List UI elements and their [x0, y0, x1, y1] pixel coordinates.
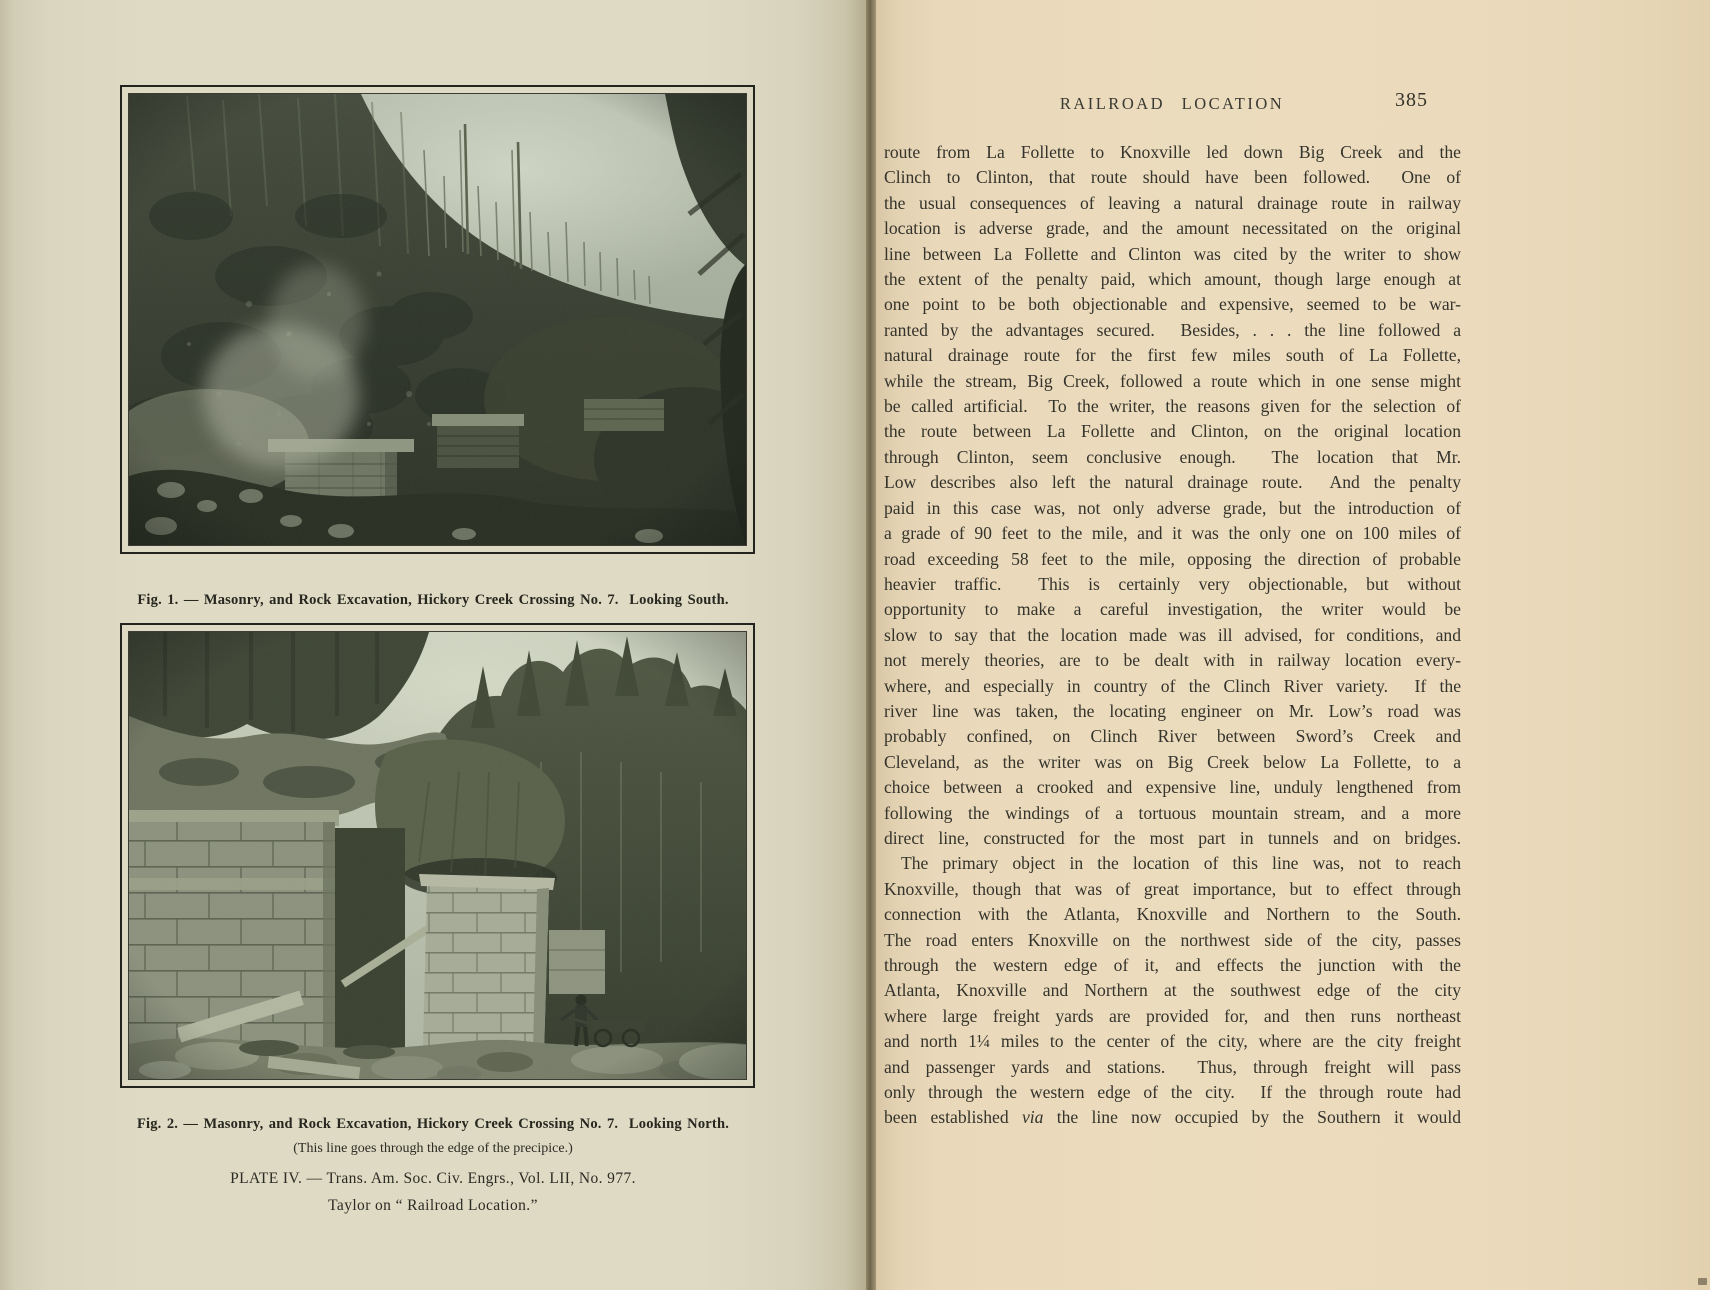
text-line-segment: the extent of the penalty paid, which amount, though large enough at [884, 269, 1461, 290]
figure-1-caption: Fig. 1. — Masonry, and Rock Excavation, Hickory Creek Crossing No. 7. Looking South. [137, 592, 729, 608]
text-line-segment: probably confined, on Clinch River between Sword’s Creek and [884, 726, 1461, 747]
text-line-segment: one point to be both objectionable and expensive, seemed to be war- [884, 294, 1461, 315]
text-line [884, 292, 1461, 317]
fig1-scene [128, 94, 747, 545]
fig2-scene [129, 632, 747, 1080]
fig1-grain [129, 94, 746, 545]
text-line [884, 826, 1461, 851]
body-text-column [884, 140, 1461, 1131]
text-line [884, 1080, 1461, 1105]
text-line [884, 394, 1461, 419]
text-line-segment: ranted by the advantages secured. Besides, . . . the line followed a [884, 319, 1461, 340]
fig2-grain [129, 632, 746, 1079]
figure-1-photo [128, 93, 747, 546]
figure-2-photo [128, 631, 747, 1080]
text-line-segment: where, and especially in country of the Clinch River variety. If the [884, 675, 1461, 696]
text-line-segment: The road enters Knoxville on the northwest side of the city, passes [884, 929, 1461, 950]
text-line [884, 343, 1461, 368]
text-line [884, 801, 1461, 826]
text-line [884, 242, 1461, 267]
text-line [884, 699, 1461, 724]
text-line [884, 318, 1461, 343]
text-line-segment: be called artificial. To the writer, the reasons given for the selection of [884, 396, 1461, 417]
text-line-segment: line between La Follette and Clinton was cited by the writer to show [884, 243, 1461, 264]
text-line-segment: heavier traffic. This is certainly very objectionable, but without [884, 573, 1461, 594]
running-head-title: RAILROAD LOCATION [1059, 94, 1285, 113]
text-line-segment: location is adverse grade, and the amount necessitated on the original [884, 218, 1461, 239]
text-line-segment: opportunity to make a careful investigation, the writer would be [884, 599, 1461, 620]
text-line [884, 419, 1461, 444]
text-line [884, 216, 1461, 241]
page-number: 385 [1395, 89, 1428, 111]
text-line-segment: route from La Follette to Knoxville led down Big Creek and the [884, 142, 1461, 162]
text-line [884, 978, 1461, 1003]
text-line [884, 1105, 1461, 1130]
text-line [884, 547, 1461, 572]
text-line [884, 369, 1461, 394]
page-corner-mark [1698, 1278, 1707, 1285]
text-line-segment: Clinch to Clinton, that route should have been followed. One of [884, 167, 1461, 188]
text-line [884, 724, 1461, 749]
figure-1-plate [120, 85, 755, 554]
text-line [884, 165, 1461, 190]
text-line-segment: Cleveland, as the writer was on Big Creek below La Follette, to a [884, 751, 1461, 772]
text-line [884, 623, 1461, 648]
text-line-segment: the usual consequences of leaving a natural drainage route in railway [884, 192, 1461, 213]
text-line-segment: choice between a crooked and expensive line, unduly lengthened from [884, 777, 1461, 798]
text-line [884, 902, 1461, 927]
text-line-segment: Knoxville, though that was of great importance, but to effect through [884, 878, 1461, 899]
text-line [884, 572, 1461, 597]
text-line-segment: and north 1¼ miles to the center of the city, where are the city freight [884, 1031, 1461, 1052]
text-line-segment: The primary object in the location of this line was, not to reach [901, 853, 1461, 874]
text-line-segment: the line now occupied by the Southern it would [1043, 1107, 1462, 1128]
text-line [884, 521, 1461, 546]
text-line-segment: while the stream, Big Creek, followed a route which in one sense might [884, 370, 1461, 391]
text-line-segment: Low describes also left the natural drainage route. And the penalty [884, 472, 1461, 493]
right-page [876, 0, 1710, 1290]
text-line-segment: and passenger yards and stations. Thus, through freight will pass [884, 1056, 1461, 1077]
text-line-segment: been established [884, 1107, 1022, 1128]
text-line [884, 877, 1461, 902]
figure-2-plate [120, 623, 755, 1088]
text-line-segment: direct line, constructed for the most part in tunnels and on bridges. [884, 827, 1461, 848]
figure-2-caption: Fig. 2. — Masonry, and Rock Excavation, Hickory Creek Crossing No. 7. Looking North. [136, 1116, 730, 1132]
text-line [884, 140, 1461, 165]
text-line-segment: through Clinton, seem conclusive enough. The location that Mr. [884, 446, 1461, 467]
text-line [884, 496, 1461, 521]
text-line [884, 953, 1461, 978]
text-line-segment: not merely theories, are to be dealt with in railway location every- [884, 650, 1461, 671]
text-line-segment: river line was taken, the locating engineer on Mr. Low’s road was [884, 700, 1461, 721]
text-line [884, 191, 1461, 216]
book-gutter [866, 0, 876, 1290]
text-line-segment: a grade of 90 feet to the mile, and it was the only one on 100 miles of [884, 523, 1461, 544]
text-line [884, 775, 1461, 800]
plate-reference-line1: PLATE IV. — Trans. Am. Soc. Civ. Engrs., Vol. LII, No. 977. [230, 1170, 636, 1187]
text-line-italic: via [1021, 1107, 1044, 1128]
text-line-segment: Atlanta, Knoxville and Northern at the southwest edge of the city [884, 980, 1461, 1001]
text-line [884, 445, 1461, 470]
text-line [884, 750, 1461, 775]
text-line [884, 928, 1461, 953]
text-line [884, 1055, 1461, 1080]
text-line [884, 1004, 1461, 1029]
text-line-segment: where large freight yards are provided for, and then runs northeast [884, 1005, 1461, 1026]
text-line [884, 674, 1461, 699]
text-line [884, 267, 1461, 292]
text-line-segment: natural drainage route for the first few miles south of La Follette, [884, 345, 1461, 366]
text-line [884, 470, 1461, 495]
text-line-segment: the route between La Follette and Clinton, on the original location [884, 421, 1461, 442]
text-line-segment: following the windings of a tortuous mountain stream, and a more [884, 802, 1461, 823]
figure-2-subcaption: (This line goes through the edge of the precipice.) [293, 1141, 573, 1156]
text-line [884, 648, 1461, 673]
text-line-segment: connection with the Atlanta, Knoxville and Northern to the South. [884, 904, 1461, 925]
text-line [884, 851, 1461, 876]
text-line-segment: slow to say that the location made was ill advised, for conditions, and [884, 624, 1461, 645]
text-line-segment: paid in this case was, not only adverse grade, but the introduction of [884, 497, 1461, 518]
text-line-segment: road exceeding 58 feet to the mile, opposing the direction of probable [884, 548, 1461, 569]
plate-reference-line2: Taylor on “ Railroad Location.” [328, 1197, 538, 1214]
text-line-segment: only through the western edge of the city. If the through route had [884, 1082, 1461, 1103]
text-line [884, 597, 1461, 622]
text-line [884, 1029, 1461, 1054]
text-line-segment: through the western edge of it, and effects the junction with the [884, 955, 1461, 975]
